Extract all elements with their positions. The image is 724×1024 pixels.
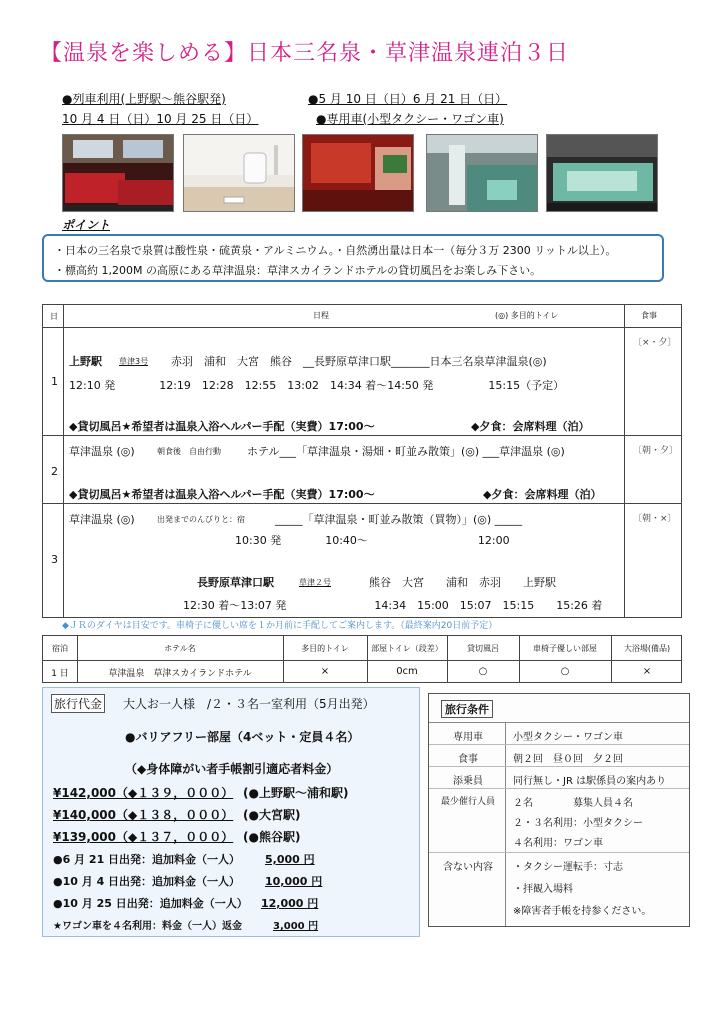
itinerary-table <box>42 304 682 618</box>
photo-yubatake-waterfall <box>426 134 538 212</box>
extra-1-value: 5,000 円 <box>265 853 315 866</box>
extra-2-value: 10,000 円 <box>265 875 323 888</box>
price-room: ●バリアフリー部屋（4ベット・定員４名） <box>125 730 360 744</box>
wagon-refund-value: 3,000 円 <box>273 921 319 932</box>
day-2-bath: ◆貸切風呂★希望者は温泉入浴ヘルパー手配（実費）17:00～ <box>69 488 375 501</box>
photo-accessible-bath <box>183 134 295 212</box>
departure-dates-1: ●5 月 10 日（日）6 月 21 日（日） <box>308 92 508 106</box>
price-row-3: ¥139,000（◆１３７，０００） <box>53 830 234 844</box>
hotel-stay: 1 日 <box>51 669 69 679</box>
hotel-room-toilet: 0cm <box>396 666 418 677</box>
hotel-table <box>42 635 682 683</box>
day-3-route: _____「草津温泉・町並み散策（買物）」(◎) _____ <box>275 513 523 526</box>
day-3-times-2: 12:30 着～13:07 発 14:34 15:00 15:07 15:15 15:26 着 <box>183 599 603 612</box>
day-2-dinner: ◆夕食：会席料理（泊） <box>483 488 602 501</box>
price-row-2: ¥140,000（◆１３８，０００） <box>53 808 234 822</box>
header-toilet: (◎) 多目的トイレ <box>495 311 559 320</box>
day-1-number: 1 <box>51 375 58 388</box>
hotel-large-bath: × <box>642 666 652 677</box>
day-2-meal: 〔朝・夕〕 <box>633 446 679 456</box>
price-box <box>42 687 420 937</box>
cond-key-min: 最少催行人員 <box>440 797 495 807</box>
day-2-number: 2 <box>51 465 58 478</box>
hotel-header-private-bath: 貸切風呂 <box>467 644 499 653</box>
cond-val-guide: 同行無し・JR は駅係員の案内あり <box>513 776 667 787</box>
price-label: 旅行代金 <box>51 694 105 713</box>
day-3-times-1: 10:30 発 10:40～ 12:00 <box>235 534 510 547</box>
day-1-route-start: 上野駅 <box>69 355 102 368</box>
hotel-name: 草津温泉 草津スカイランドホテル <box>108 669 252 679</box>
cond-val-tip: ・タクシー運転手：寸志 <box>513 862 623 873</box>
hotel-header-wheelchair-room: 車椅子優しい部屋 <box>533 644 597 653</box>
conditions-label: 旅行条件 <box>441 700 493 718</box>
page-title: 【温泉を楽しめる】日本三名泉・草津温泉連泊３日 <box>40 41 570 66</box>
price-row-1: ¥142,000（◆１３９，０００） <box>53 786 234 800</box>
point-line-2: ・標高約 1,200M の高原にある草津温泉：草津スカイランドホテルの貸切風呂をお楽しみ下さい。 <box>54 264 542 277</box>
point-heading: ポイント <box>62 218 111 232</box>
extra-3-value: 12,000 円 <box>261 897 319 910</box>
cond-val-entrance: ・拝観入場料 <box>513 884 573 895</box>
cond-key-meals: 食事 <box>458 754 478 765</box>
day-3-note: 出発までのんびりと：宿 <box>157 515 245 524</box>
day-3-number: 3 <box>51 553 58 566</box>
photo-yubatake <box>546 134 658 212</box>
header-schedule: 日程 <box>313 311 329 320</box>
extra-1-label: ●6 月 21 日出発：追加料金（一人） <box>53 853 241 866</box>
day-3-meal: 〔朝・×〕 <box>633 514 677 524</box>
hotel-private-bath: ○ <box>478 666 488 677</box>
conditions-box <box>428 693 690 927</box>
day-1-bath: ◆貸切風呂★希望者は温泉入浴ヘルパー手配（実費）17:00～ <box>69 420 375 433</box>
hotel-header-toilet: 多目的トイレ <box>301 644 349 653</box>
hotel-header-name: ホテル名 <box>164 644 196 653</box>
header-meal: 食事 <box>641 311 657 320</box>
hotel-wheelchair-room: ○ <box>560 666 570 677</box>
price-row-2-dep: (●大宮駅) <box>243 808 301 822</box>
price-row-3-dep: (●熊谷駅) <box>243 830 301 844</box>
point-line-1: ・日本の三名泉で泉質は酸性泉・硫黄泉・アルミニウム。・自然湧出量は日本一（毎分３万 2300 リットル以上）。 <box>54 244 617 257</box>
day-1-train: 草津3号 <box>119 357 149 366</box>
jr-note: ◆ＪＲのダイヤは目安です。車椅子に優しい席を１か月前に手配してご案内します。（最終案内20日前予定） <box>62 621 498 631</box>
photo-hotel-room <box>62 134 174 212</box>
departure-dates-2: 10 月 4 日（日）10 月 25 日（日） <box>62 112 259 126</box>
header-day: 日 <box>50 312 58 321</box>
train-info: ●列車利用(上野駅～熊谷駅発) <box>62 92 226 106</box>
cond-val-wagon: ４名利用：ワゴン車 <box>513 838 603 849</box>
cond-key-guide: 添乗員 <box>453 776 483 787</box>
cond-key-vehicle: 専用車 <box>453 732 483 743</box>
wagon-refund-label: ★ワゴン車を４名利用：料金（一人）返金 <box>53 921 242 932</box>
cond-val-meals: 朝２回 昼０回 夕２回 <box>513 754 623 765</box>
cond-val-small-taxi: ２・３名利用：小型タクシー <box>513 818 643 829</box>
day-2-route-start: 草津温泉 (◎) <box>69 445 135 458</box>
day-2-note: 朝食後 自由行動 <box>157 447 221 456</box>
day-2-route: ホテル___「草津温泉・湯畑・町並み散策」(◎) ___草津温泉 (◎) <box>247 445 565 458</box>
day-3-route-end: 熊谷 大宮 浦和 赤羽 上野駅 <box>369 576 556 589</box>
day-3-train: 草津２号 <box>299 578 331 587</box>
day-3-station: 長野原草津口駅 <box>197 576 274 589</box>
cond-val-handbook: ※障害者手帳を持参ください。 <box>513 906 652 917</box>
hotel-header-room-toilet: 部屋トイレ（段差） <box>371 644 443 653</box>
cond-val-vehicle: 小型タクシー・ワゴン車 <box>513 732 623 743</box>
price-heading: 大人お一人様 /２・３名一室利用（5月出発） <box>123 697 375 711</box>
day-1-times: 12:10 発 12:19 12:28 12:55 13:02 14:34 着～14:50 発 15:15（予定） <box>69 379 565 392</box>
day-1-route: 赤羽 浦和 大宮 熊谷 __長野原草津口駅_______日本三名泉草津温泉(◎) <box>171 355 547 368</box>
day-3-route-start: 草津温泉 (◎) <box>69 513 135 526</box>
day-1-dinner: ◆夕食：会席料理（泊） <box>471 420 590 433</box>
hotel-toilet: × <box>320 666 330 677</box>
hotel-header-large-bath: 大浴場(備品) <box>623 644 671 653</box>
extra-2-label: ●10 月 4 日出発：追加料金（一人） <box>53 875 241 888</box>
day-1-meal: 〔×・夕〕 <box>633 338 677 348</box>
extra-3-label: ●10 月 25 日出発：追加料金（一人） <box>53 897 248 910</box>
photo-private-bath <box>302 134 414 212</box>
hotel-header-stay: 宿泊 <box>52 644 68 653</box>
point-box <box>42 234 664 282</box>
cond-key-excluded: 含ない内容 <box>443 862 493 873</box>
photo-strip <box>62 134 658 212</box>
price-row-1-dep: (●上野駅～浦和駅) <box>243 786 349 800</box>
vehicle-info: ●専用車(小型タクシー・ワゴン車) <box>316 112 504 126</box>
price-discount: （◆身体障がい者手帳割引適応者料金） <box>125 762 339 776</box>
cond-val-min: ２名 募集人員４名 <box>513 798 633 809</box>
